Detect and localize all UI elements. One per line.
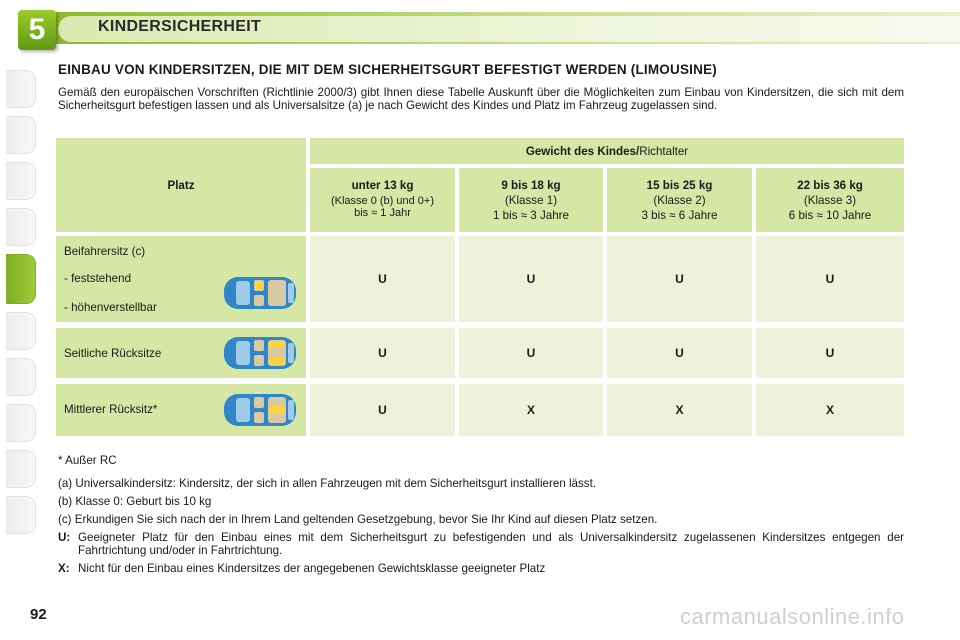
chapter-tab[interactable] — [6, 496, 36, 534]
chapter-tab[interactable] — [6, 358, 36, 396]
footnote-asterisk: * Außer RC — [58, 454, 117, 467]
cell-value: U — [310, 384, 455, 436]
chapter-tab[interactable] — [6, 404, 36, 442]
footnote-b: (b) Klasse 0: Geburt bis 10 kg — [58, 495, 212, 508]
car-seat-diagram-icon — [222, 274, 300, 312]
column-weight: 15 bis 25 kg — [646, 179, 713, 192]
column-class: (Klasse 3) — [803, 194, 857, 207]
cell-value: X — [459, 384, 603, 436]
legend-x-text: Nicht für den Einbau eines Kindersitzes der angegebenen Gewichtsklasse geeigneter Platz — [78, 562, 546, 575]
footnote-a: (a) Universalkindersitz: Kindersitz, der sich in allen Fahrzeugen mit dem Sicherheitsgurt installieren lässt. — [58, 477, 597, 490]
column-age: 1 bis ≈ 3 Jahre — [493, 209, 569, 222]
row-header-front-passenger — [56, 236, 306, 322]
column-header — [756, 168, 904, 232]
legend-x — [58, 562, 904, 575]
cell-value: U — [607, 328, 752, 378]
section-title: EINBAU VON KINDERSITZEN, DIE MIT DEM SICHERHEITSGURT BEFESTIGT WERDEN (LIMOUSINE) — [58, 62, 717, 77]
watermark: carmanualsonline.info — [680, 604, 905, 629]
chapter-tab-active[interactable] — [6, 254, 36, 304]
row-label: Beifahrersitz (c) — [64, 245, 146, 258]
chapter-title: KINDERSICHERHEIT — [98, 18, 262, 35]
chapter-tab-strip — [6, 70, 36, 542]
cell-value: U — [310, 236, 455, 322]
car-seat-diagram-icon — [222, 334, 300, 372]
column-age: bis ≈ 1 Jahr — [354, 207, 411, 219]
column-class: (Klasse 2) — [653, 194, 706, 207]
row-header-rear-side — [56, 328, 306, 378]
chapter-tab[interactable] — [6, 70, 36, 108]
column-class: (Klasse 0 (b) und 0+) — [330, 195, 435, 207]
legend-u-text: Geeigneter Platz für den Einbau eines mit dem Sicherheitsgurt zu befestigenden und als Universalkindersitz zugelassenen Kindersitzes entgegen der Fahrtrichtung und/oder in Fahrtrichtung. — [78, 531, 904, 557]
column-class: (Klasse 1) — [504, 194, 558, 207]
footnote-c: (c) Erkundigen Sie sich nach der in Ihrem Land geltenden Gesetzgebung, bevor Sie Ihr Kind auf diesen Platz setzen. — [58, 513, 658, 526]
legend-u — [58, 531, 904, 557]
cell-value: U — [459, 328, 603, 378]
row-label: Seitliche Rücksitze — [64, 347, 162, 360]
column-header — [459, 168, 603, 232]
chapter-tab[interactable] — [6, 208, 36, 246]
column-age: 6 bis ≈ 10 Jahre — [788, 209, 872, 222]
column-weight: unter 13 kg — [351, 179, 414, 192]
weight-header-regular: Richtalter — [639, 144, 689, 158]
weight-header-bold: Gewicht des Kindes/ — [525, 144, 640, 158]
chapter-tab[interactable] — [6, 162, 36, 200]
place-header-cell — [56, 138, 306, 232]
chapter-number-badge: 5 — [18, 10, 56, 50]
row-header-rear-middle — [56, 384, 306, 436]
cell-value: U — [756, 328, 904, 378]
place-header: Platz — [167, 178, 195, 192]
cell-value: U — [310, 328, 455, 378]
column-weight: 9 bis 18 kg — [501, 179, 561, 192]
legend-u-key: U: — [58, 531, 71, 544]
cell-value: X — [756, 384, 904, 436]
car-seat-diagram-icon — [222, 391, 300, 429]
footnotes — [58, 454, 904, 575]
weight-header-cell — [310, 138, 904, 164]
chapter-tab[interactable] — [6, 116, 36, 154]
intro-paragraph: Gemäß den europäischen Vorschriften (Richtlinie 2000/3) gibt Ihnen diese Tabelle Auskunft über die Möglichkeiten zum Einbau von Kindersitzen, die sich mit dem Sicherheitsgurt befestigen lassen und als Universalsitze (a) je nach Gewicht des Kindes und Platz im Fahrzeug zugelassen sind. — [58, 86, 904, 112]
legend-x-key: X: — [58, 562, 70, 575]
cell-value: U — [756, 236, 904, 322]
cell-value: X — [607, 384, 752, 436]
row-sublabel-adjustable: - höhenverstellbar — [64, 301, 157, 314]
row-sublabel-fixed: - feststehend — [64, 272, 132, 285]
page-number: 92 — [30, 606, 47, 623]
column-header — [607, 168, 752, 232]
chapter-tab[interactable] — [6, 450, 36, 488]
column-weight: 22 bis 36 kg — [797, 179, 863, 192]
page-header — [0, 0, 960, 44]
row-label: Mittlerer Rücksitz* — [64, 403, 158, 416]
cell-value: U — [607, 236, 752, 322]
column-age: 3 bis ≈ 6 Jahre — [641, 209, 718, 222]
cell-value: U — [459, 236, 603, 322]
column-header — [310, 168, 455, 232]
chapter-tab[interactable] — [6, 312, 36, 350]
